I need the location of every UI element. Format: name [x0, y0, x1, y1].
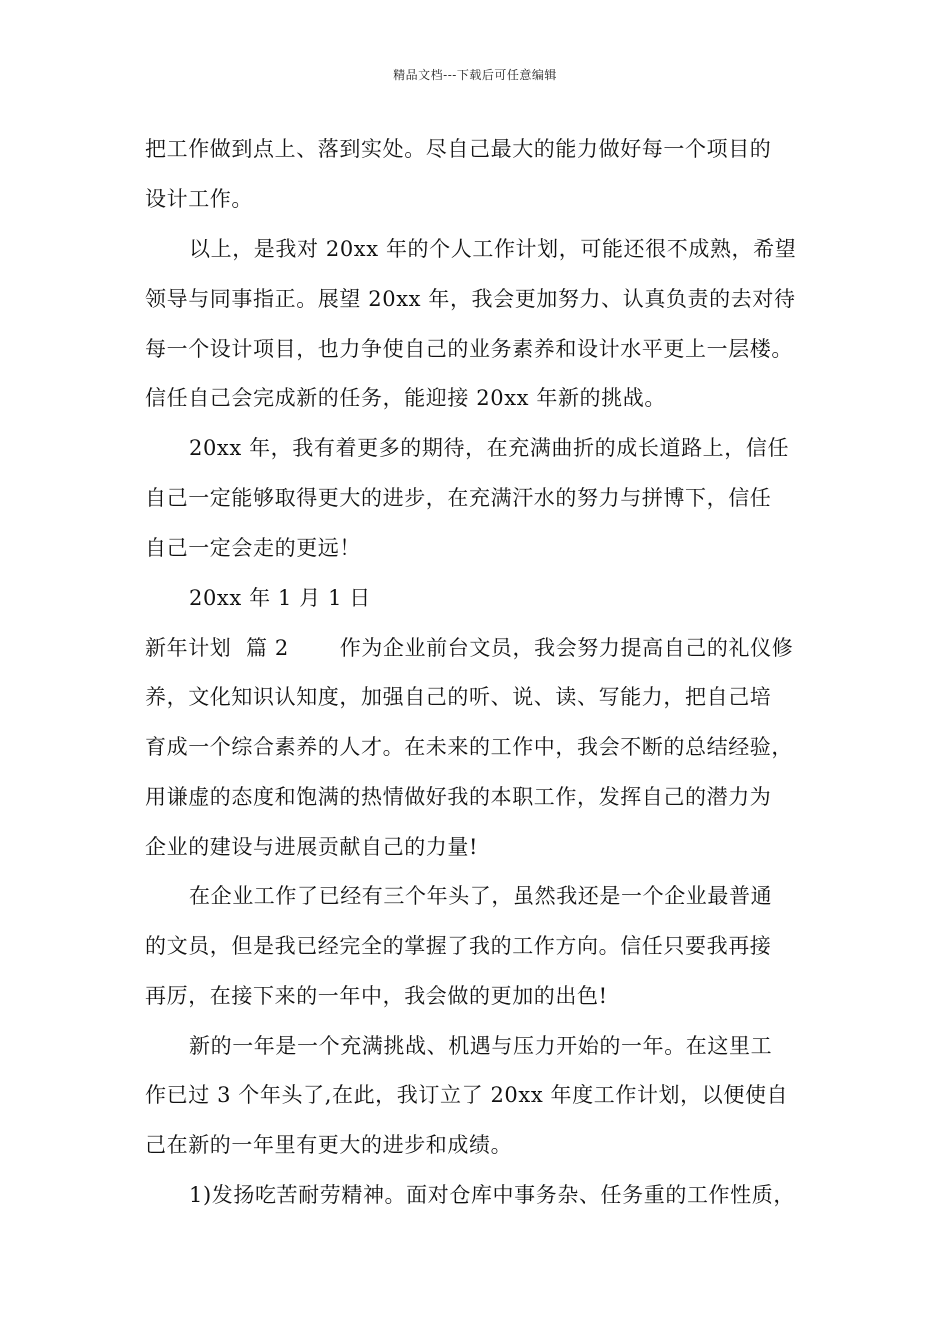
text-line: 己在新的一年里有更大的进步和成绩。 [145, 1133, 513, 1157]
text-line: 的文员，但是我已经完全的掌握了我的工作方向。信任只要我再接 [145, 934, 772, 958]
text-line: 作已过 3 个年头了,在此，我订立了 20xx 年度工作计划，以便使自 [145, 1083, 789, 1107]
text-line: 把工作做到点上、落到实处。尽自己最大的能力做好每一个项目的 [145, 137, 772, 161]
text-line: 企业的建设与进展贡献自己的力量! [145, 835, 479, 859]
text-line: 以上，是我对 20xx 年的个人工作计划，可能还很不成熟，希望 [189, 237, 797, 261]
text-line: 育成一个综合素养的人才。在未来的工作中，我会不断的总结经验， [145, 735, 793, 759]
section-heading-line: 新年计划 篇 2 作为企业前台文员，我会努力提高自己的礼仪修 [145, 636, 794, 660]
text-line: 信任自己会完成新的任务，能迎接 20xx 年新的挑战。 [145, 386, 666, 410]
text-line: 自己一定会走的更远！ [145, 536, 361, 560]
text-line: 新的一年是一个充满挑战、机遇与压力开始的一年。在这里工 [189, 1034, 773, 1058]
text-line: 每一个设计项目，也力争使自己的业务素养和设计水平更上一层楼。 [145, 337, 793, 361]
text-line: 领导与同事指正。展望 20xx 年，我会更加努力、认真负责的去对待 [145, 287, 796, 311]
text-line: 养，文化知识认知度，加强自己的听、说、读、写能力，把自己培 [145, 685, 772, 709]
text-line: 20xx 年，我有着更多的期待，在充满曲折的成长道路上，信任 [189, 436, 790, 460]
text-line: 在企业工作了已经有三个年头了，虽然我还是一个企业最普通 [189, 884, 773, 908]
text-line: 设计工作。 [145, 187, 253, 211]
text-line: 自己一定能够取得更大的进步，在充满汗水的努力与拼博下，信任 [145, 486, 772, 510]
page-header: 精品文档---下载后可任意编辑 [393, 68, 557, 82]
text-line: 1)发扬吃苦耐劳精神。面对仓库中事务杂、任务重的工作性质， [189, 1183, 795, 1207]
text-line: 再厉，在接下来的一年中，我会做的更加的出色! [145, 984, 608, 1008]
date-line: 20xx 年 1 月 1 日 [189, 586, 371, 610]
text-line: 用谦虚的态度和饱满的热情做好我的本职工作，发挥自己的潜力为 [145, 785, 772, 809]
